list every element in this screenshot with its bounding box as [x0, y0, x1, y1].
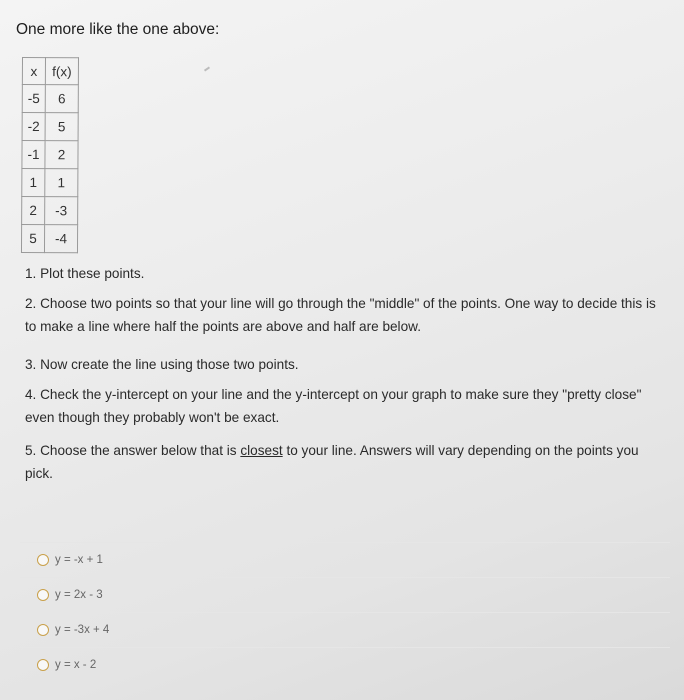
answer-choice-label: y = -x + 1	[55, 554, 103, 566]
step-5	[25, 439, 665, 485]
table-row	[22, 141, 78, 169]
step-4: 4. Check the y-intercept on your line and the y-intercept on your graph to make sure they "pretty close" even though they probably won't be exact.	[25, 387, 642, 425]
radio-button-icon[interactable]	[37, 659, 49, 671]
table-cell-fx: -4	[44, 225, 77, 253]
question-heading: One more like the one above:	[16, 21, 220, 38]
radio-button-icon[interactable]	[37, 589, 49, 601]
table-header-x: x	[22, 58, 45, 85]
answer-choice[interactable]	[20, 577, 670, 612]
table-cell-x: 1	[22, 169, 45, 197]
table-cell-fx: 6	[45, 85, 78, 113]
answer-choice[interactable]	[20, 647, 670, 682]
step-5-emphasis: closest	[240, 443, 283, 458]
step-1: 1. Plot these points.	[25, 266, 145, 281]
answer-choice-label: y = x - 2	[55, 659, 97, 671]
table-cell-x: -2	[22, 113, 45, 141]
table-row	[22, 197, 78, 225]
table-row	[22, 85, 78, 113]
table-cell-fx: 5	[45, 113, 78, 141]
table-row	[22, 113, 78, 141]
answer-choice[interactable]	[20, 612, 670, 647]
table-cell-fx: -3	[45, 197, 78, 225]
step-5-text-after: to your line. Answers will vary depending on the points you pick.	[25, 443, 639, 481]
table-cell-fx: 2	[45, 141, 78, 169]
values-table	[21, 57, 79, 253]
table-row	[21, 225, 77, 253]
answer-choice-label: y = -3x + 4	[55, 624, 110, 636]
table-cell-x: -5	[22, 85, 45, 113]
table-cell-x: 5	[21, 225, 44, 253]
table-header-fx: f(x)	[45, 58, 78, 85]
table-cell-x: 2	[22, 197, 45, 225]
radio-button-icon[interactable]	[37, 554, 49, 566]
step-3: 3. Now create the line using those two points.	[25, 357, 299, 372]
table-cell-fx: 1	[45, 169, 78, 197]
answer-choice-label: y = 2x - 3	[55, 589, 103, 601]
stray-mark	[204, 66, 210, 71]
table-cell-x: -1	[22, 141, 45, 169]
table-row	[22, 169, 78, 197]
radio-button-icon[interactable]	[37, 624, 49, 636]
step-2: 2. Choose two points so that your line will go through the "middle" of the points. One way to decide this is to make a line where half the points are above and half are below.	[25, 296, 656, 334]
table-header-row	[22, 58, 78, 85]
step-5-text-before: 5. Choose the answer below that is	[25, 443, 241, 458]
answer-choice[interactable]	[20, 542, 670, 577]
